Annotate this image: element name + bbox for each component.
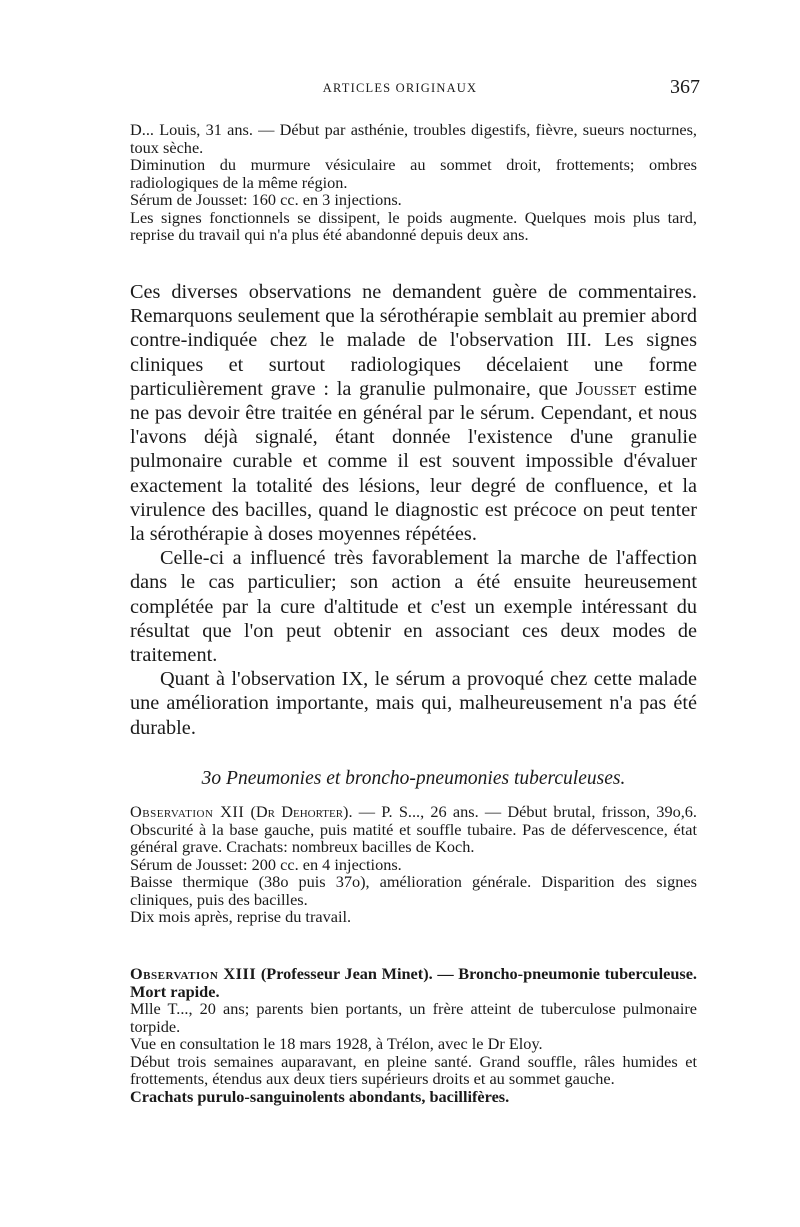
obs-xiii-title-rest: — Broncho-pneumonie tuberculeuse. Mort rapide. [130, 964, 698, 1001]
obs-xiii-paragraph-3: Vue en consultation le 18 mars 1928, à Trélon, avec le Dr Eloy. [130, 1034, 543, 1053]
obs-xiii-paragraph-4: Début trois semaines auparavant, en pleine santé. Grand souffle, râles humides et frottements, étendus aux deux tiers supérieurs droits et au sommet gauche. [130, 1051, 697, 1088]
obs-xiii-title [130, 965, 697, 1000]
obs-xiii-paragraph-5: Crachats purulo-sanguinolents abondants, bacillifères. [130, 1086, 510, 1106]
obs-xii-paragraph-3: Baisse thermique (38o puis 37o), amélioration générale. Disparition des signes cliniques, puis des bacilles. [130, 872, 697, 909]
obs-xii-label: Observation XII [130, 802, 245, 821]
obs-xiii-label: Observation XIII [130, 964, 257, 983]
page-header [100, 76, 700, 100]
discussion-p1-part-b: estime ne pas devoir être traitée en général par le sérum. Cependant, et nous l'avons déjà signalé, étant donnée l'existence d'une granulie pulmonaire curable et comme il est souvent impossible d'évaluer exactement la totalité des lésions, leur degré de confluence, et la virulence des bacilles, quand le diagnostic est précoce on peut tenter la sérothérapie à doses moyennes répétées. [130, 377, 698, 546]
discussion-paragraph-2: Celle-ci a influencé très favorablement la marche de l'affection dans le cas particulier; son action a été ensuite heureusement complétée par la cure d'altitude et c'est un exemple intéressant du résultat que l'on peut obtenir en associant ces deux modes de traitement. [130, 547, 697, 667]
section-heading: 3o Pneumonies et broncho-pneumonies tuberculeuses. [201, 768, 626, 789]
obs-xii-ref: (Dr Dehorter). [250, 802, 353, 821]
obs-d-paragraph-4: Les signes fonctionnels se dissipent, le poids augmente. Quelques mois plus tard, reprise du travail qui n'a plus été abandonné depuis deux ans. [130, 207, 697, 244]
obs-xii-paragraph-2: Sérum de Jousset: 200 cc. en 4 injections. [130, 854, 402, 874]
obs-xii-intro [130, 803, 697, 856]
obs-xii-paragraph-4: Dix mois après, reprise du travail. [130, 907, 352, 926]
discussion-text [130, 280, 697, 740]
discussion-paragraph-1 [130, 280, 697, 546]
obs-d-paragraph-3: Sérum de Jousset: 160 cc. en 3 injections. [130, 190, 402, 209]
obs-xiii-ref: (Professeur Jean Minet). [260, 964, 433, 983]
author-jousset: Jousset [575, 377, 637, 400]
obs-xii-intro-text: — P. S..., 26 ans. — Début brutal, frisson, 39o,6. Obscurité à la base gauche, puis matité et souffle tubaire. Pas de défervescence, état général grave. Crachats: nombreux bacilles de Koch. [130, 802, 698, 856]
obs-d-paragraph-2: Diminution du murmure vésiculaire au sommet droit, frottements; ombres radiologiques de la même région. [130, 155, 697, 192]
obs-d-intro: D... Louis, 31 ans. — Début par asthénie, troubles digestifs, fièvre, sueurs nocturnes, toux sèche. [130, 120, 697, 157]
obs-xiii-paragraph-2: Mlle T..., 20 ans; parents bien portants, un frère atteint de tuberculose pulmonaire torpide. [130, 999, 697, 1036]
discussion-paragraph-3: Quant à l'observation IX, le sérum a provoqué chez cette malade une amélioration importante, mais qui, malheureusement n'a pas été durable. [130, 668, 697, 739]
running-title: ARTICLES ORIGINAUX [322, 81, 478, 95]
observation-xii [130, 803, 697, 926]
discussion-p1-part-a: Ces diverses observations ne demandent guère de commentaires. Remarquons seulement que la sérothérapie semblait au premier abord contre-indiquée chez le malade de l'observation III. Les signes cliniques et surtout radiologiques décelaient une forme particulièrement grave : la granulie pulmonaire, que [130, 281, 697, 400]
observation-xiii [130, 965, 697, 1105]
page-number: 367 [670, 76, 700, 98]
observation-d-louis [130, 121, 697, 244]
